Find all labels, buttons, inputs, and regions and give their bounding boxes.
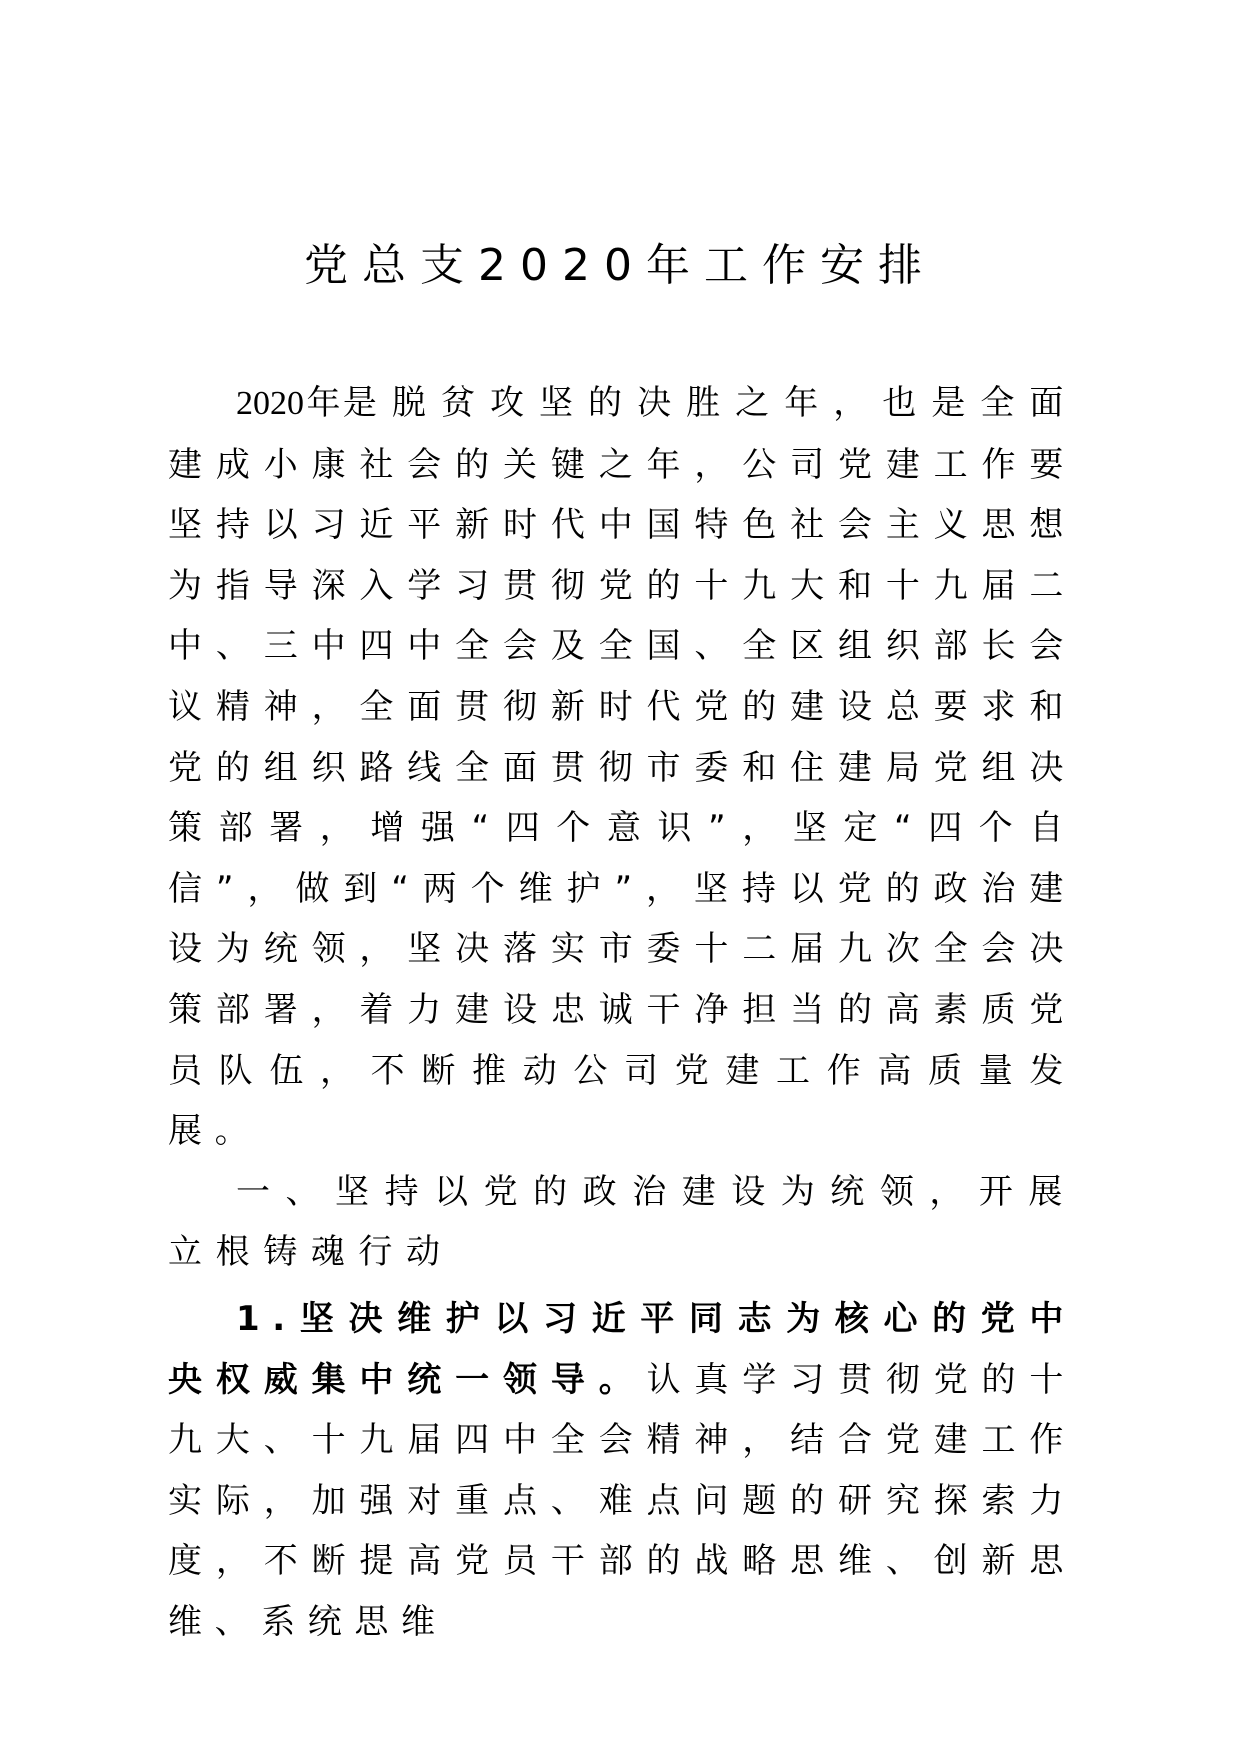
document-body bbox=[168, 373, 1076, 1652]
section-heading-1: 一、坚持以党的政治建设为统领，开展立根铸魂行动 bbox=[168, 1171, 1076, 1273]
intro-text: 是脱贫攻坚的决胜之年，也是全面建成小康社会的关键之年，公司党建工作要坚持以习近平新时代中国特色社会主义思想为指导深入学习贯彻党的十九大和十九届二中、三中四中全会及全国、全区组织部长会议精神，全面贯彻新时代党的建设总要求和党的组织路线全面贯彻市委和住建局党组决策部署，增强“四个意识”，坚定“四个自信”，做到“两个维护”，坚持以党的政治建设为统领，坚决落实市委十二届九次全会决策部署，着力建设忠诚干净担当的高素质党员队伍，不断推动公司党建工作高质量发展。 bbox=[168, 383, 1076, 1152]
document-title: 党总支2020年工作安排 bbox=[304, 240, 936, 291]
intro-lead: 2020年 bbox=[236, 385, 343, 422]
intro-paragraph bbox=[168, 373, 1076, 1162]
item-1-paragraph bbox=[168, 1289, 1076, 1653]
item-1-bold-lead: 1.坚决维护以习近平同志为核心的党中央权威集中统一领导。 bbox=[168, 1298, 1076, 1400]
item-1-text: 认真学习贯彻党的十九大、十九届四中全会精神，结合党建工作实际，加强对重点、难点问题的研究探索力度，不断提高党员干部的战略思维、创新思维、系统思维 bbox=[168, 1359, 1077, 1642]
